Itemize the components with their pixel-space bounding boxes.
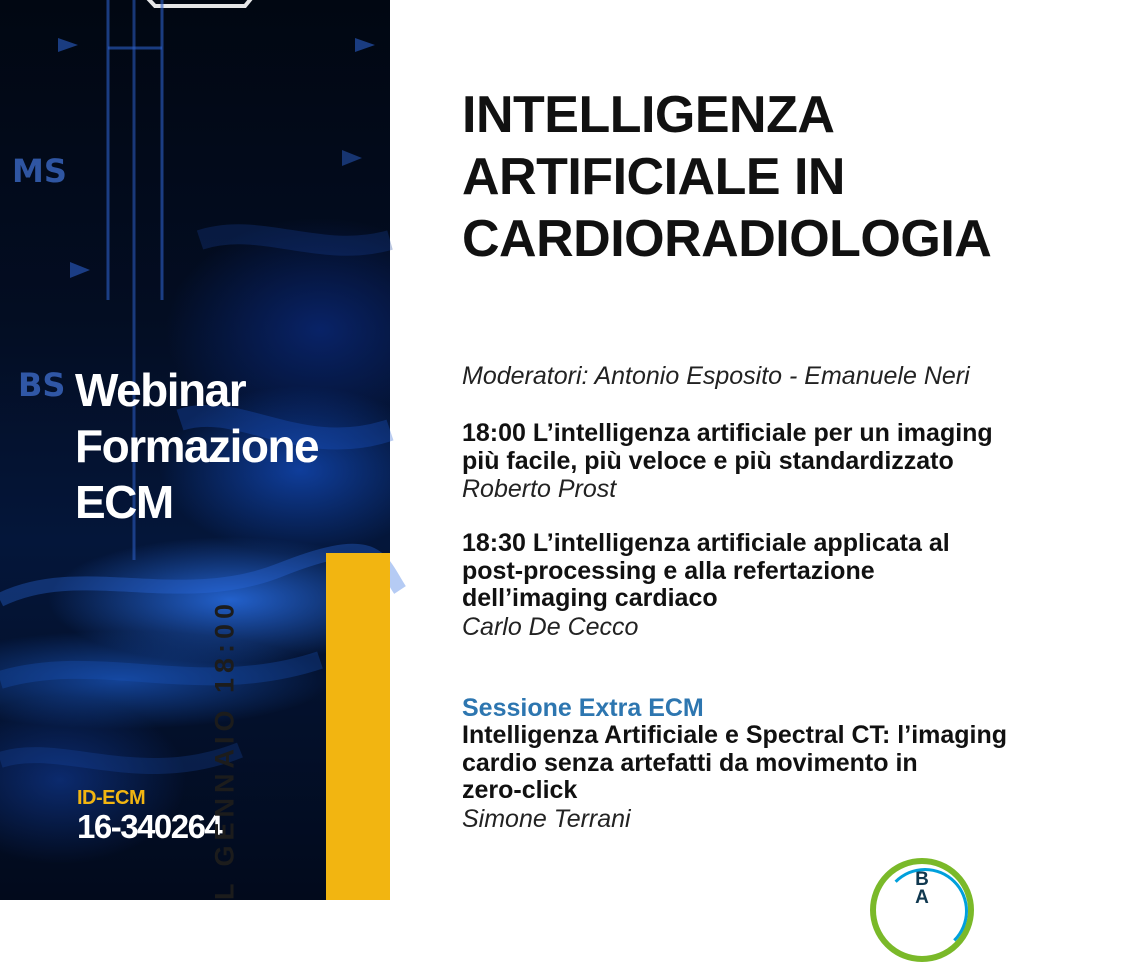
talk-title-line: zero-click <box>462 776 578 804</box>
talk-speaker: Simone Terrani <box>462 804 631 833</box>
hero-image-panel <box>0 0 390 900</box>
scan-label-ms: MS <box>12 152 67 190</box>
date-strip <box>209 553 390 900</box>
event-date-time: L GENNAIO 18:00 <box>209 598 240 900</box>
talk-item <box>462 420 1082 503</box>
logo-letter: A <box>915 887 929 908</box>
logo-letter: B <box>915 869 929 890</box>
title-line: INTELLIGENZA <box>462 86 835 144</box>
extra-session <box>462 694 1082 833</box>
talk-title-line: Intelligenza Artificiale e Spectral CT: l’imaging <box>462 721 1008 749</box>
id-ecm-label: ID-ECM <box>77 787 146 809</box>
moderators-line: Moderatori: Antonio Esposito - Emanuele Neri <box>462 362 970 390</box>
title-line: ARTIFICIALE IN <box>462 148 845 206</box>
extra-session-label: Sessione Extra ECM <box>462 694 704 722</box>
talk-title-line: 18:00 L’intelligenza artificiale per un imaging <box>462 419 993 447</box>
title-line: CARDIORADIOLOGIA <box>462 210 992 268</box>
talk-title <box>462 722 1082 805</box>
webinar-title-line: Webinar <box>75 364 246 416</box>
talk-title-line: post-processing e alla refertazione <box>462 556 875 585</box>
scan-label-bs: BS <box>18 366 66 404</box>
talk-title-line: più facile, più veloce e più standardizzato <box>462 446 954 475</box>
bayer-logo <box>870 858 974 962</box>
talk-speaker: Roberto Prost <box>462 475 617 503</box>
talk-speaker: Carlo De Cecco <box>462 612 639 641</box>
webinar-title <box>75 362 318 530</box>
webinar-title-line: Formazione <box>75 420 319 472</box>
talk-item <box>462 530 1082 641</box>
talk-title-line: cardio senza artefatti da movimento in <box>462 748 918 777</box>
talk-title <box>462 530 1082 613</box>
id-ecm-value: 16-340264 <box>77 808 222 845</box>
talk-title-line: dell’imaging cardiaco <box>462 584 718 612</box>
talk-title-line: 18:30 L’intelligenza artificiale applicata al <box>462 529 950 557</box>
page-title <box>462 84 991 270</box>
webinar-title-line: ECM <box>75 476 173 528</box>
talk-title <box>462 420 1082 475</box>
